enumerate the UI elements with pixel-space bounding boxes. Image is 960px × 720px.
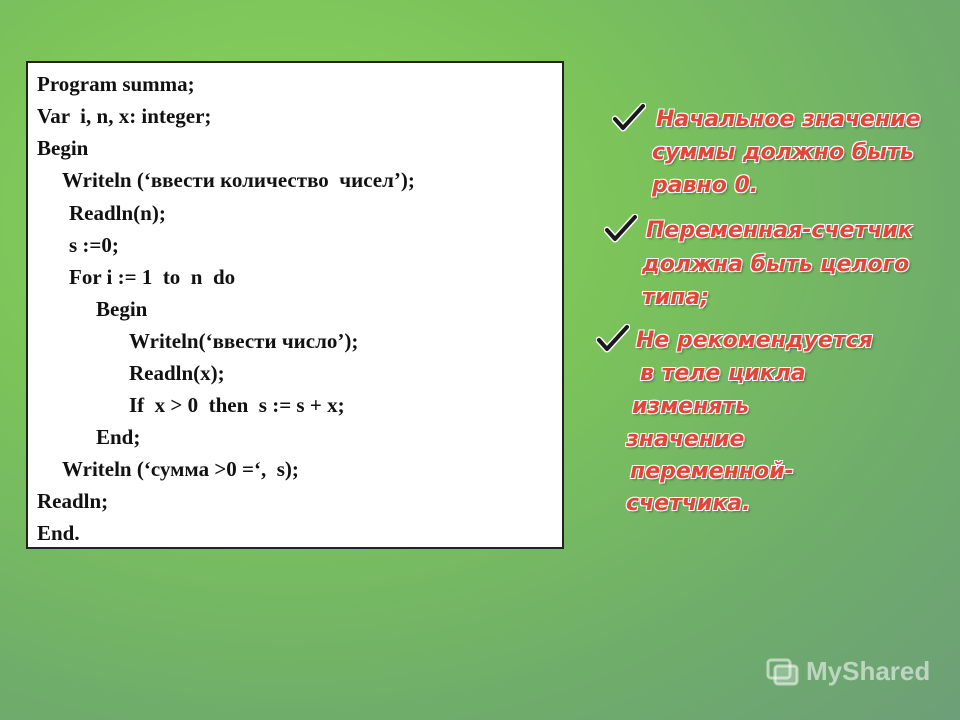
watermark <box>766 656 930 687</box>
note-line: должна быть целого <box>642 252 910 277</box>
code-line: End; <box>96 425 141 449</box>
code-line: Begin <box>37 136 89 160</box>
code-line: If x > 0 then s := s + x; <box>129 393 345 417</box>
check-mark-icon <box>604 214 638 244</box>
code-line: Writeln (‘сумма >0 =‘, s); <box>62 457 299 481</box>
code-line: Writeln(‘ввести число’); <box>129 329 359 353</box>
code-line: End. <box>37 521 80 545</box>
note-line: Не рекомендуется <box>636 328 873 353</box>
note-line: в теле цикла <box>640 361 806 386</box>
watermark-text: MyShared <box>806 656 931 686</box>
note-line: изменять <box>632 394 750 419</box>
check-mark-icon <box>612 103 646 133</box>
myshared-logo-icon <box>766 657 800 687</box>
note-line: значение <box>626 427 745 452</box>
code-line: Readln; <box>37 489 109 513</box>
code-line: Program summa; <box>37 72 195 96</box>
note-line: Начальное значение <box>656 107 921 132</box>
code-line: Readln(n); <box>69 201 166 225</box>
code-listing <box>26 61 564 549</box>
code-line: Readln(x); <box>129 361 225 385</box>
note-line: равно 0. <box>652 173 759 198</box>
code-line: Begin <box>96 297 148 321</box>
code-line: Var i, n, x: integer; <box>37 104 212 128</box>
code-line: s :=0; <box>69 233 119 257</box>
note-line: суммы должно быть <box>652 140 914 165</box>
note-line: Переменная-счетчик <box>646 218 913 243</box>
check-mark-icon <box>596 324 630 354</box>
code-line: For i := 1 to n do <box>69 265 236 289</box>
note-line: переменной- <box>630 459 794 484</box>
code-line: Writeln (‘ввести количество чисел’); <box>62 168 415 192</box>
note-line: счетчика. <box>626 491 751 516</box>
note-line: типа; <box>642 285 710 310</box>
